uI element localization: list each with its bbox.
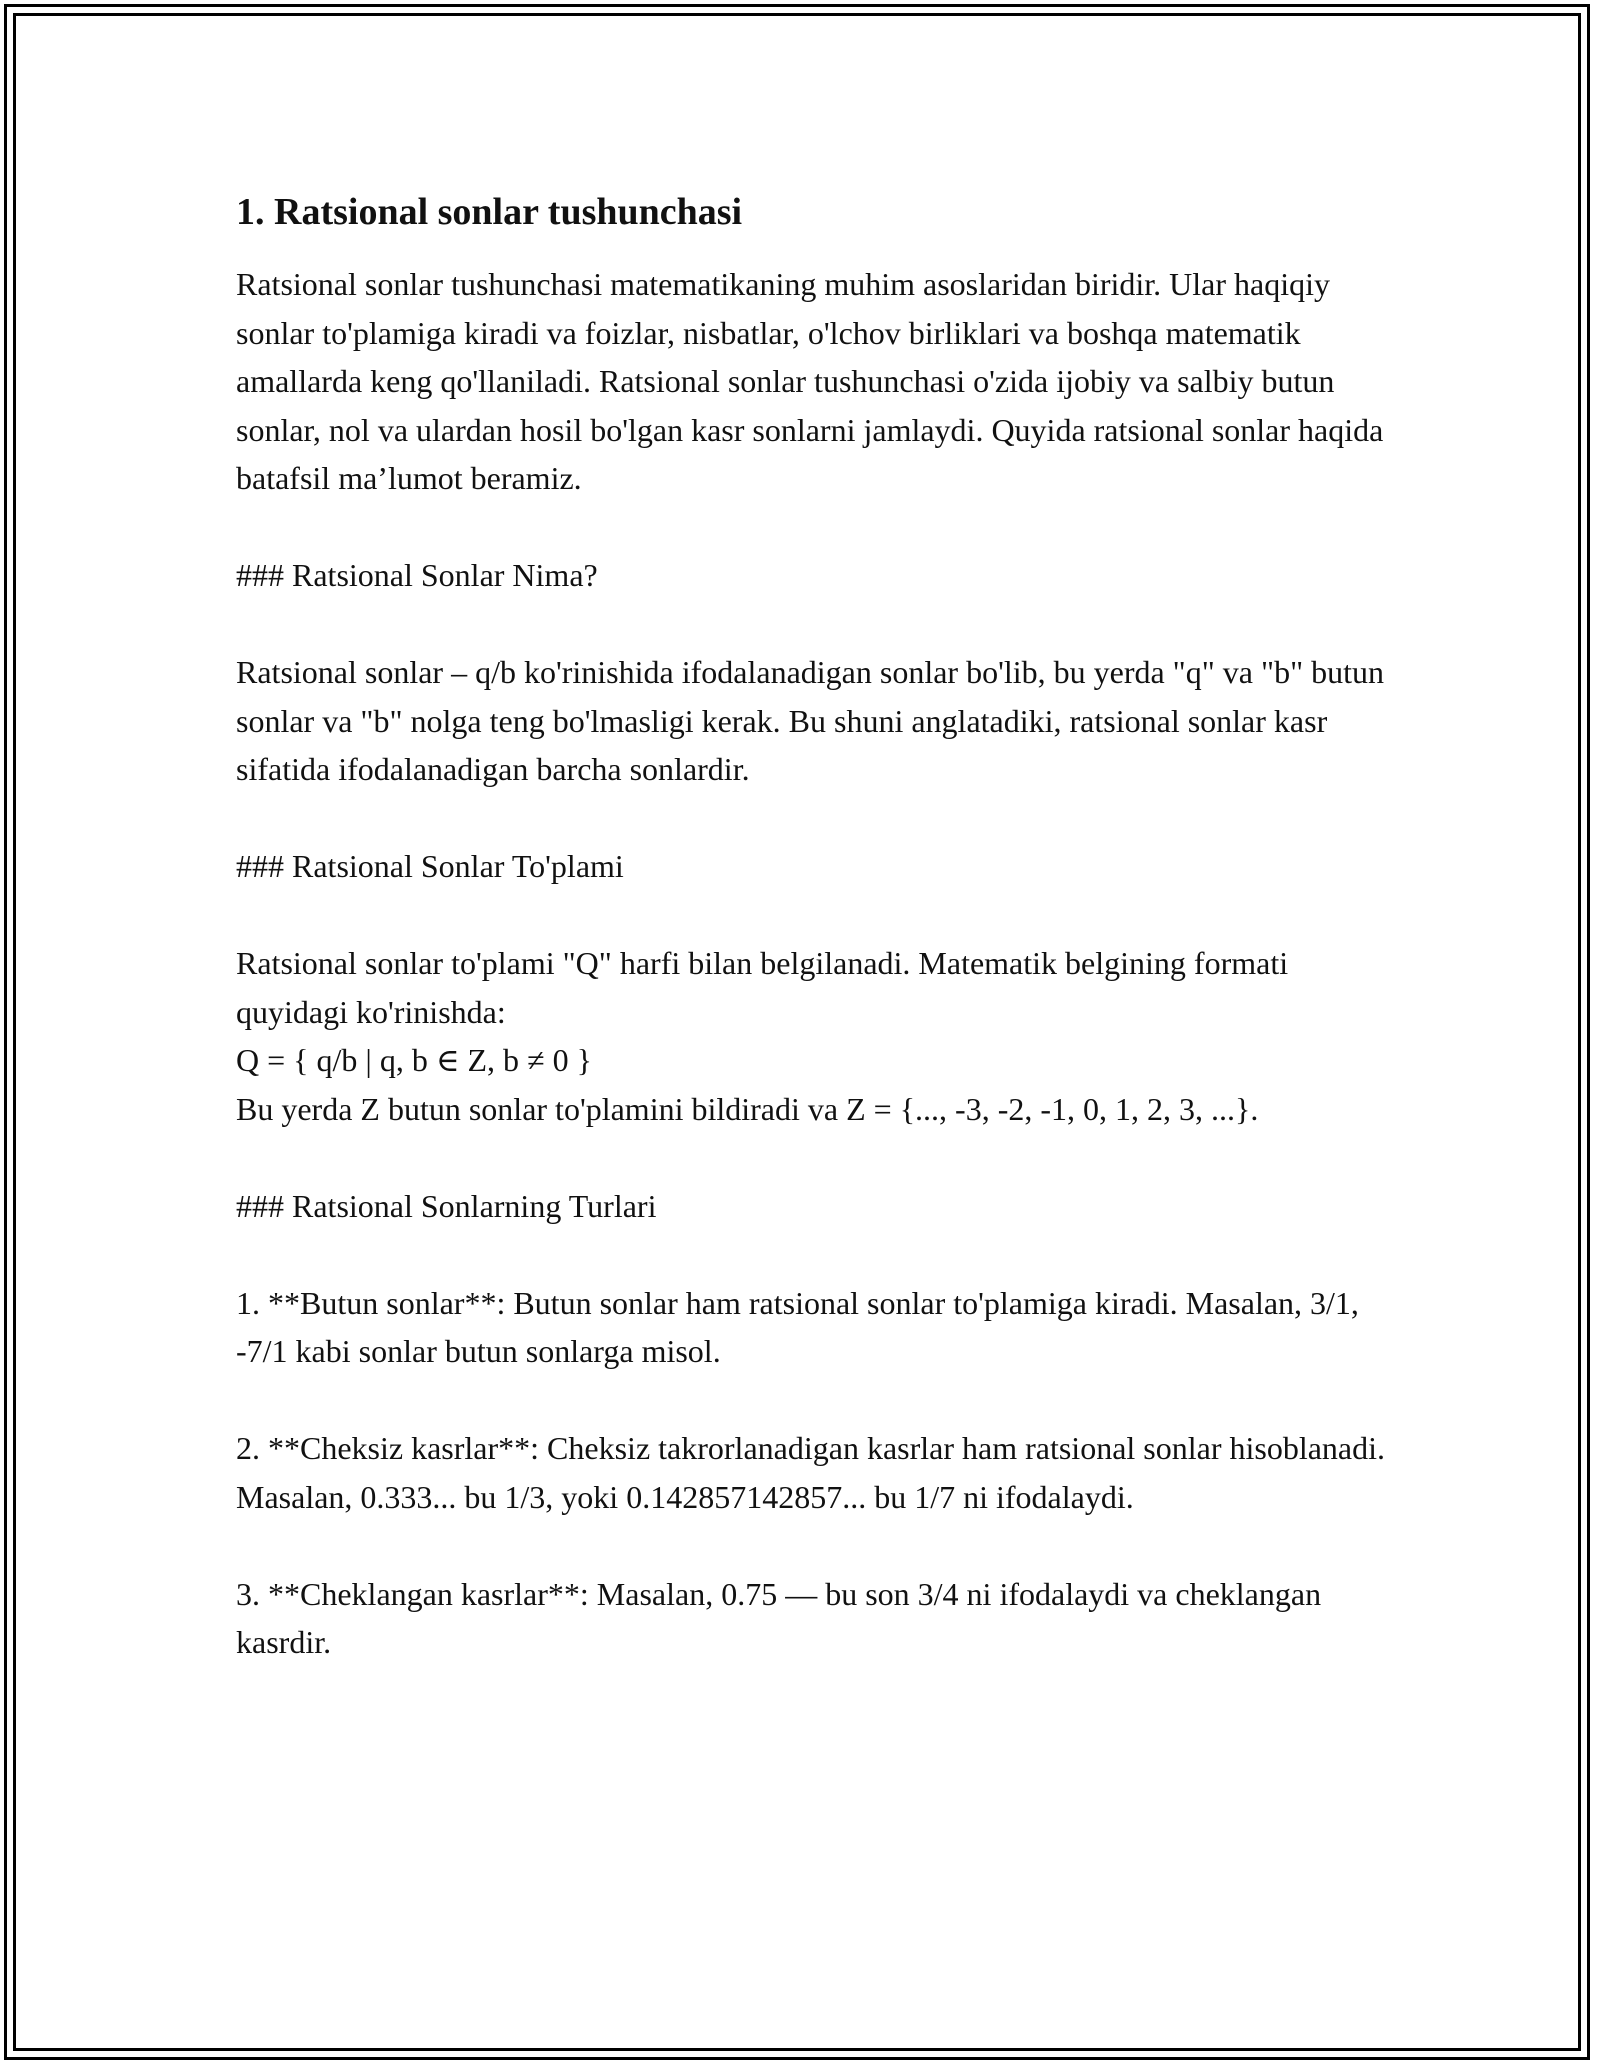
spacer: [236, 891, 1386, 940]
section-heading-toplami: ### Ratsional Sonlar To'plami: [236, 848, 624, 884]
document-title: 1. Ratsional sonlar tushunchasi: [236, 191, 743, 233]
intro-paragraph: Ratsional sonlar tushunchasi matematikaning muhim asoslaridan biridir. Ular haqiqiy sonlar to'plamiga kiradi va foizlar, nisbatlar, o'lchov birliklari va boshqa matematik amallarda keng qo'llaniladi. Ratsional sonlar tushunchasi o'zida ijobiy va salbiy butun sonlar, nol va ulardan hosil bo'lgan kasr sonlarni jamlaydi. Quyida ratsional sonlar haqida batafsil ma’lumot beramiz.: [236, 266, 1384, 496]
list-item-cheksiz-kasrlar: 2. **Cheksiz kasrlar**: Cheksiz takrorlanadigan kasrlar ham ratsional sonlar hisoblanadi. Masalan, 0.333... bu 1/3, yoki 0.142857142857... bu 1/7 ni ifodalaydi.: [236, 1430, 1386, 1515]
spacer: [236, 794, 1386, 843]
definition-paragraph: Ratsional sonlar – q/b ko'rinishida ifodalanadigan sonlar bo'lib, bu yerda "q" va "b" butun sonlar va "b" nolga teng bo'lmasligi kerak. Bu shuni anglatadiki, ratsional sonlar kasr sifatida ifodalanadigan barcha sonlardir.: [236, 654, 1385, 787]
spacer: [236, 1521, 1386, 1570]
section-heading-turlari: ### Ratsional Sonlarning Turlari: [236, 1187, 657, 1224]
spacer: [236, 1230, 1386, 1279]
integer-set-paragraph: Bu yerda Z butun sonlar to'plamini bildiradi va Z = {..., -3, -2, -1, 0, 1, 2, 3, ...}.: [236, 1090, 1259, 1127]
document-body: [236, 186, 1386, 1667]
spacer: [236, 600, 1386, 649]
set-formula: Q = { q/b | q, b ∈ Z, b ≠ 0 }: [236, 1042, 592, 1078]
spacer: [236, 1376, 1386, 1425]
list-item-cheklangan-kasrlar: 3. **Cheklangan kasrlar**: Masalan, 0.75 — bu son 3/4 ni ifodalaydi va cheklangan kasrdir.: [236, 1575, 1322, 1660]
set-notation-paragraph: Ratsional sonlar to'plami "Q" harfi bilan belgilanadi. Matematik belgining formati quyidagi ko'rinishda:: [236, 945, 1289, 1030]
spacer: [236, 503, 1386, 552]
spacer: [236, 1133, 1386, 1182]
section-heading-nima: ### Ratsional Sonlar Nima?: [236, 557, 598, 593]
list-item-butun-sonlar: 1. **Butun sonlar**: Butun sonlar ham ratsional sonlar to'plamiga kiradi. Masalan, 3/1, -7/1 kabi sonlar butun sonlarga misol.: [236, 1284, 1359, 1369]
